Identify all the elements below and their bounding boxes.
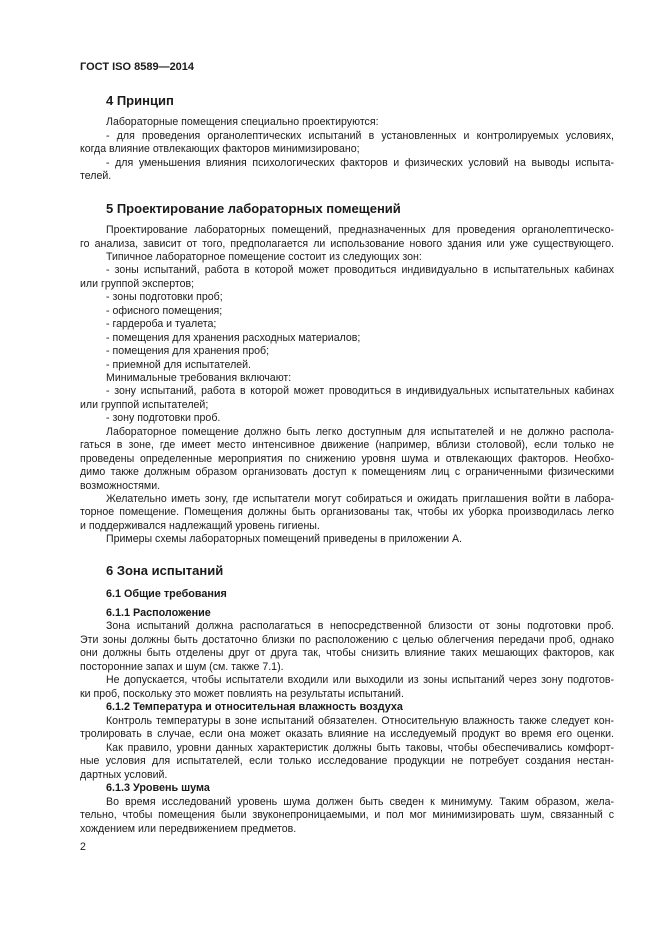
text-line: Зона испытаний должна располагаться в непосредственной близости от зоны подготовки проб.	[106, 620, 614, 632]
subsection-heading: 6.1.2 Температура и относительная влажность воздуха	[106, 701, 403, 713]
text-line: Как правило, уровни данных характеристик должны быть таковы, чтобы обеспечивались комфорт-	[106, 742, 614, 754]
page-number: 2	[80, 841, 86, 853]
text-line: - зону испытаний, работа в которой может проводиться в индивидуальных испытательных кабинах	[106, 385, 614, 397]
document-header: ГОСТ ISO 8589—2014	[80, 61, 195, 73]
text-line: - помещения для хранения проб;	[106, 345, 270, 357]
text-line: или группой испытателей;	[80, 399, 209, 411]
text-line: Не допускается, чтобы испытатели входили или выходили из зоны испытаний через зону подготов-	[106, 674, 614, 686]
text-line: ные условия для испытателей, если только исследование продукции не потребует создания нестан-	[80, 755, 614, 767]
text-line: проведены определенные мероприятия по снижению уровня шума и отвлекающих факторов. Необхо-	[80, 453, 614, 465]
text-line: и поддерживался надлежащий уровень гигиены.	[80, 520, 320, 532]
text-line: Желательно иметь зону, где испытатели могут собираться и ожидать приглашения войти в лабора-	[106, 493, 614, 505]
text-line: торное помещение. Помещения должны быть организованы так, чтобы их уборка производилась легко	[80, 506, 614, 518]
text-line: - зону подготовки проб.	[106, 412, 221, 424]
text-line: - зоны испытаний, работа в которой может проводиться индивидуально в испытательных кабинах	[106, 264, 614, 276]
text-line: телей.	[80, 170, 112, 182]
text-line: они должны быть отделены друг от друга так, чтобы снизить влияние таких мешающих факторов, как	[80, 647, 614, 659]
text-line: Лабораторные помещения специально проектируются:	[106, 116, 379, 128]
text-line: - для уменьшения влияния психологических факторов и физических условий на выводы испыта-	[106, 157, 614, 169]
text-line: или группой экспертов;	[80, 278, 195, 290]
text-line: Контроль температуры в зоне испытаний обязателен. Относительную влажность также следует кон-	[106, 715, 614, 727]
section-heading: 4 Принцип	[106, 93, 174, 108]
text-line: - гардероба и туалета;	[106, 318, 217, 330]
text-line: ки проб, поскольку это может повлиять на результаты испытаний.	[80, 688, 404, 700]
subsection-heading: 6.1.3 Уровень шума	[106, 782, 210, 794]
text-line: Минимальные требования включают:	[106, 372, 292, 384]
text-line: - для проведения органолептических испытаний в установленных и контролируемых условиях,	[106, 130, 614, 142]
text-line: - помещения для хранения расходных материалов;	[106, 332, 361, 344]
text-line: - офисного помещения;	[106, 305, 223, 317]
text-line: когда влияние отвлекающих факторов минимизировано;	[80, 143, 360, 155]
section-heading: 6 Зона испытаний	[106, 563, 224, 578]
text-line: Проектирование лабораторных помещений, предназначенных для проведения органолептическо-	[106, 224, 614, 236]
text-line: Эти зоны должны быть достаточно близки по расположению с целью облегчения передачи проб, однако	[80, 634, 614, 646]
text-line: димо также должным образом организовать доступ к помещениям лиц с ограниченными физическими	[80, 466, 614, 478]
text-line: посторонние запах и шум (см. также 7.1).	[80, 661, 284, 673]
text-line: - приемной для испытателей.	[106, 359, 252, 371]
text-line: Примеры схемы лабораторных помещений приведены в приложении А.	[106, 533, 462, 545]
section-heading: 5 Проектирование лабораторных помещений	[106, 201, 401, 216]
text-line: Типичное лабораторное помещение состоит из следующих зон:	[106, 251, 422, 263]
text-line: тельно, чтобы помещения были звуконепроницаемыми, и пол мог минимизировать шум, связанный с	[80, 809, 614, 821]
text-line: дартных условий.	[80, 769, 168, 781]
text-line: тролировать в случае, если она может оказать влияние на исследуемый продукт во время его оценки.	[80, 728, 614, 740]
subsection-heading: 6.1.1 Расположение	[106, 607, 211, 619]
text-line: гаться в зоне, где имеет место интенсивное движение (например, вблизи столовой), если только не	[80, 439, 614, 451]
text-line: го анализа, зависит от того, предполагается ли использование нового здания или уже существующего.	[80, 238, 614, 250]
text-line: Лабораторное помещение должно быть легко доступным для испытателей и не должно распола-	[106, 426, 614, 438]
subsection-heading: 6.1 Общие требования	[106, 588, 227, 600]
text-line: возможностями.	[80, 480, 161, 492]
text-line: хождением или передвижением предметов.	[80, 823, 297, 835]
text-line: - зоны подготовки проб;	[106, 291, 223, 303]
text-line: Во время исследований уровень шума должен быть сведен к минимуму. Таким образом, жела-	[106, 796, 614, 808]
